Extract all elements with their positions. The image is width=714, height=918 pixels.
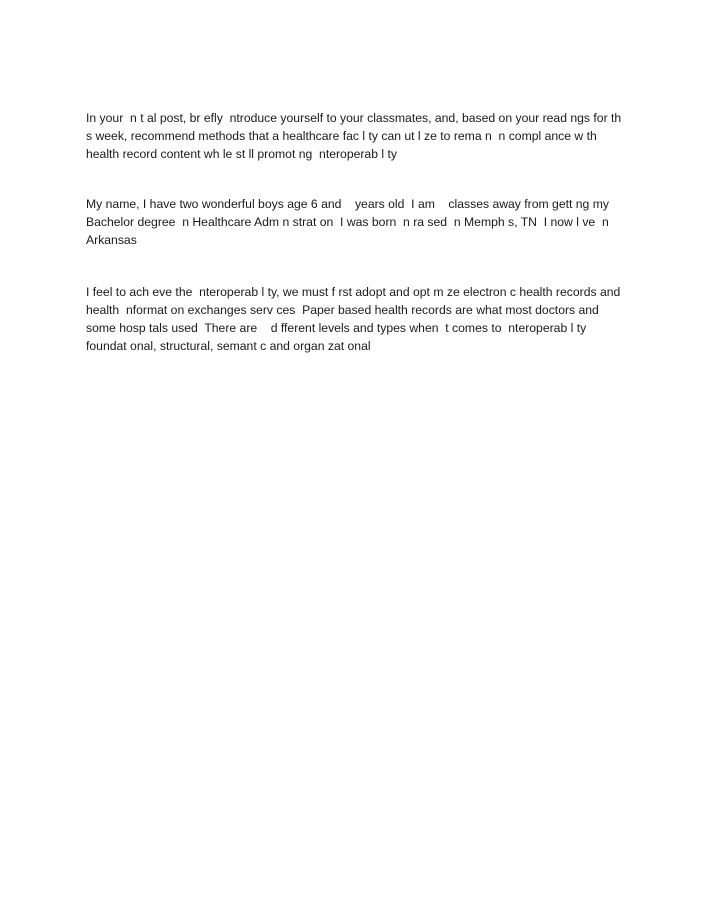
interoperability-response-paragraph: I feel to ach eve the nteroperab l ty, we must f rst adopt and opt m ze electron c health records and health nformat on exchanges serv ces Paper based health records are what most doctors and some hosp tals used There are d fferent levels and types when t comes to nteroperab l ty foundat onal, structural, semant c and organ zat onal [86, 285, 624, 353]
assignment-prompt-paragraph: In your n t al post, br efly ntroduce yourself to your classmates, and, based on your read ngs for th s week, recommend methods that a healthcare fac l ty can ut l ze to rema n n compl ance w th health record content wh le st ll promot ng nteroperab l ty [86, 111, 625, 161]
self-introduction-paragraph: My name, I have two wonderful boys age 6 and years old I am classes away from gett ng my Bachelor degree n Healthcare Adm n strat on I was born n ra sed n Memph s, TN I now l ve n Arkansas [86, 197, 613, 247]
